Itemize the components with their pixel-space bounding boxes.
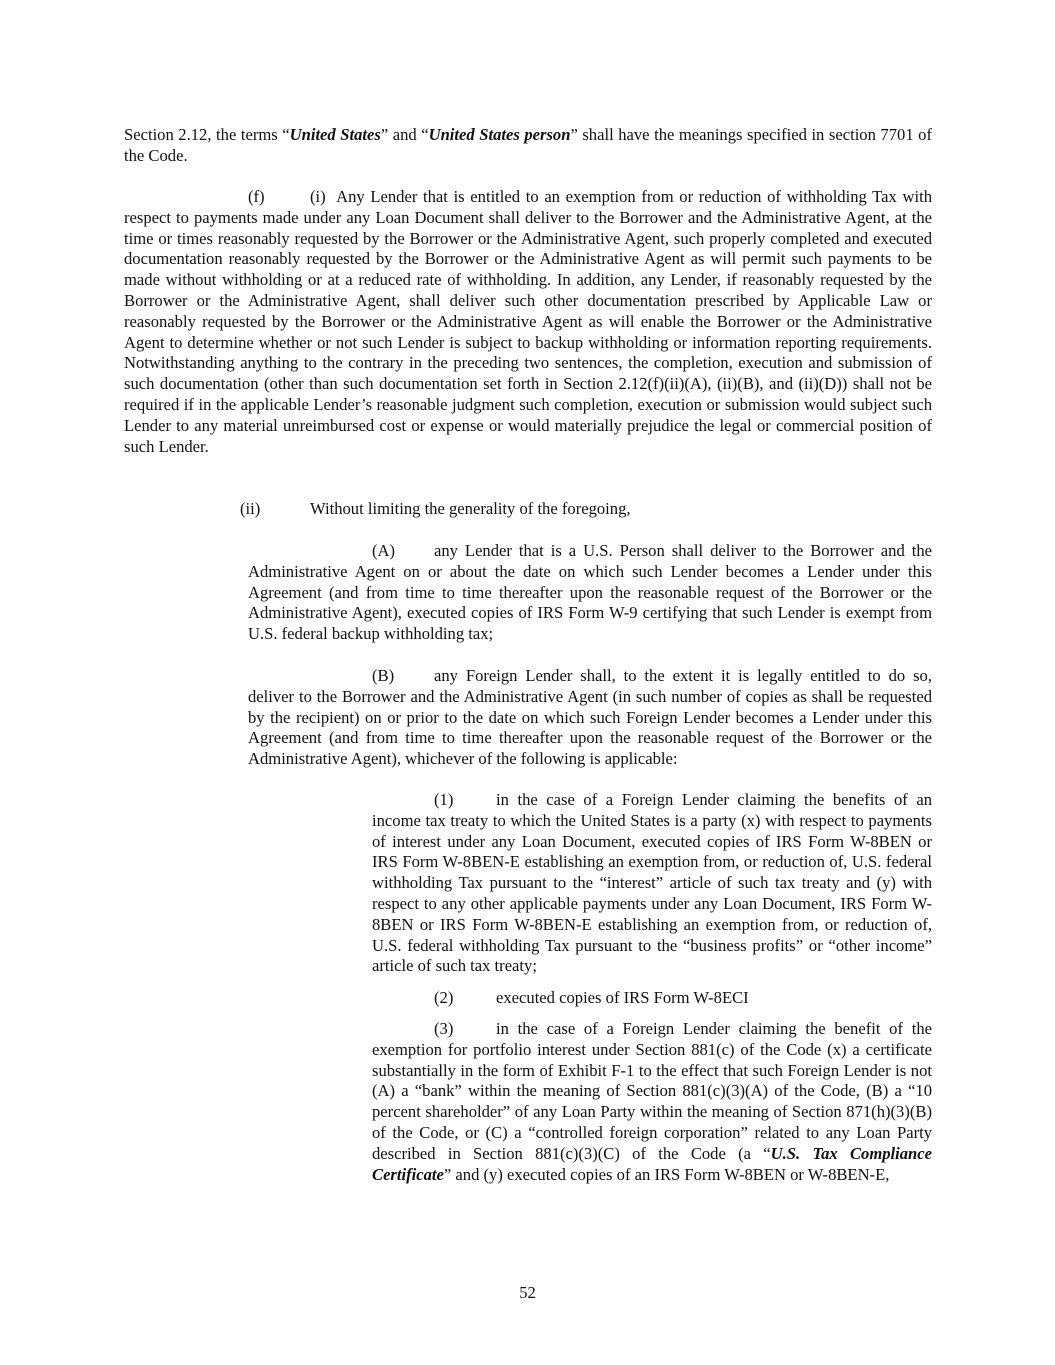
page-number: 52 <box>519 1283 536 1302</box>
paragraph-3 <box>372 1019 932 1185</box>
defined-term-united-states-person: United States person <box>428 125 571 144</box>
paragraph-A-label: (A) <box>372 541 396 560</box>
intro-suffix: ” shall have the meanings specified in section 7701 of the Code. <box>124 125 932 165</box>
paragraph-2 <box>372 988 932 1009</box>
defined-term-united-states: United States <box>289 125 381 144</box>
intro-middle: ” and “ <box>380 125 429 144</box>
paragraph-1-label: (1) <box>434 790 454 809</box>
paragraph-B-text: any Foreign Lender shall, to the extent it is legally entitled to do so, deliver to the Borrower and the Administrative Agent (in such number of copies as shall be requested by the recipient) on or prior to the date on which such Foreign Lender becomes a Lender under this Agreement (and from time to time thereafter upon the reasonable request of the Borrower or the Administrative Agent), whichever of the following is applicable: <box>248 666 932 769</box>
paragraph-ii-label: (ii) <box>240 499 261 518</box>
paragraph-f-label: (f) <box>248 187 265 206</box>
paragraph-f-text: Any Lender that is entitled to an exemption from or reduction of withholding Tax with respect to payments made under any Loan Document shall deliver to the Borrower and the Administrative Agent, at the time or times reasonably requested by the Borrower or the Administrative Agent, such properly completed and executed documentation reasonably requested by the Borrower or the Administrative Agent as will permit such payments to be made without withholding or at a reduced rate of withholding. In addition, any Lender, if reasonably requested by the Borrower or the Administrative Agent, shall deliver such other documentation prescribed by Applicable Law or reasonably requested by the Borrower or the Administrative Agent as will enable the Borrower or the Administrative Agent to determine whether or not such Lender is subject to backup withholding or information reporting requirements. Notwithstanding anything to the contrary in the preceding two sentences, the completion, execution and submission of such documentation (other than such documentation set forth in Section 2.12(f)(ii)(A), (ii)(B), and (ii)(D)) shall not be required if in the applicable Lender’s reasonable judgment such completion, execution or submission would subject such Lender to any material unreimbursed cost or expense or would materially prejudice the legal or commercial position of such Lender. <box>124 187 932 456</box>
paragraph-3-text-after: ” and (y) executed copies of an IRS Form W-8BEN or W-8BEN-E, <box>443 1164 890 1184</box>
paragraph-2-label: (2) <box>434 988 454 1007</box>
paragraph-ii-text: Without limiting the generality of the foregoing, <box>310 499 631 518</box>
paragraph-1 <box>372 790 932 977</box>
paragraph-A <box>248 541 932 645</box>
paragraph-1-text: in the case of a Foreign Lender claiming the benefits of an income tax treaty to which the United States is a party (x) with respect to payments of interest under any Loan Document, executed copies of IRS Form W-8BEN or IRS Form W-8BEN-E establishing an exemption from, or reduction of, U.S. federal withholding Tax pursuant to the “interest” article of such tax treaty and (y) with respect to any other applicable payments under any Loan Document, IRS Form W-8BEN or IRS Form W-8BEN-E establishing an exemption from, or reduction of, U.S. federal withholding Tax pursuant to the “business profits” or “other income” article of such tax treaty; <box>372 790 932 976</box>
intro-paragraph <box>124 125 932 167</box>
paragraph-B-label: (B) <box>372 666 395 685</box>
intro-prefix: Section 2.12, the terms “ <box>124 125 290 144</box>
paragraph-f <box>124 187 932 457</box>
paragraph-2-text: executed copies of IRS Form W-8ECI <box>496 988 749 1007</box>
defined-term-us-tax-compliance-certificate: U.S. Tax Compliance Certificate <box>372 1143 932 1184</box>
paragraph-3-label: (3) <box>434 1019 454 1038</box>
paragraph-f-sublabel: (i) <box>310 187 326 206</box>
paragraph-ii <box>240 499 932 520</box>
paragraph-A-text: any Lender that is a U.S. Person shall deliver to the Borrower and the Administrative Agent on or about the date on which such Lender becomes a Lender under this Agreement (and from time to time thereafter upon the reasonable request of the Borrower or the Administrative Agent), executed copies of IRS Form W-9 certifying that such Lender is exempt from U.S. federal backup withholding tax; <box>248 541 932 644</box>
paragraph-B <box>248 666 932 770</box>
paragraph-3-text-before: in the case of a Foreign Lender claiming the benefit of the exemption for portfolio interest under Section 881(c) of the Code (x) a certificate substantially in the form of Exhibit F-1 to the effect that such Foreign Lender is not (A) a “bank” within the meaning of Section 881(c)(3)(A) of the Code, (B) a “10 percent shareholder” of any Loan Party within the meaning of Section 871(h)(3)(B) of the Code, or (C) a “controlled foreign corporation” related to any Loan Party described in Section 881(c)(3)(C) of the Code (a “ <box>372 1019 932 1163</box>
